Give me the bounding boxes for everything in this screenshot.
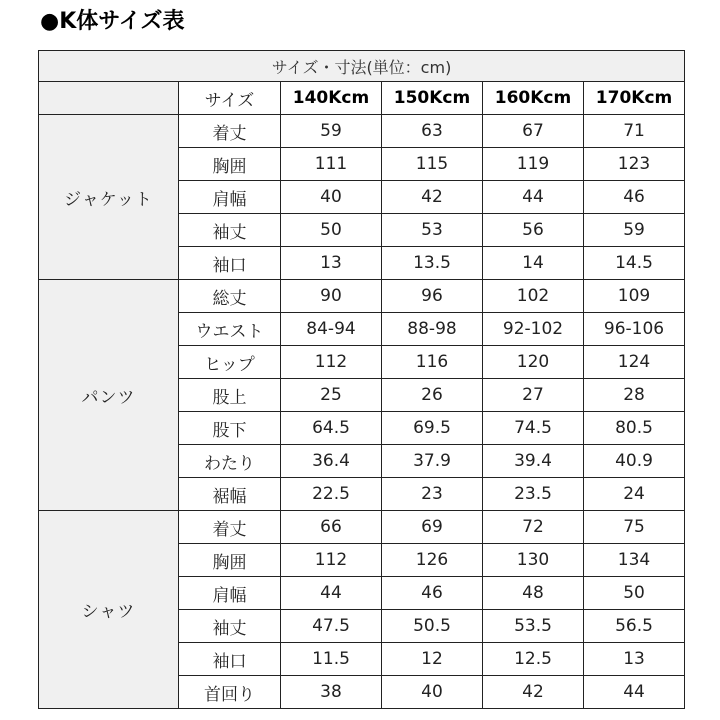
value-cell: 72 — [483, 511, 584, 544]
value-cell: 130 — [483, 544, 584, 577]
measurement-label: 裾幅 — [179, 478, 281, 511]
value-cell: 28 — [584, 379, 685, 412]
value-cell: 84-94 — [281, 313, 382, 346]
value-cell: 50 — [281, 214, 382, 247]
value-cell: 40 — [382, 676, 483, 709]
measurement-label: 股上 — [179, 379, 281, 412]
measurement-label: 袖丈 — [179, 610, 281, 643]
value-cell: 36.4 — [281, 445, 382, 478]
value-cell: 71 — [584, 115, 685, 148]
value-cell: 115 — [382, 148, 483, 181]
value-cell: 112 — [281, 346, 382, 379]
value-cell: 44 — [281, 577, 382, 610]
caption-row — [39, 51, 685, 82]
value-cell: 109 — [584, 280, 685, 313]
value-cell: 59 — [281, 115, 382, 148]
measurement-label: ヒップ — [179, 346, 281, 379]
value-cell: 22.5 — [281, 478, 382, 511]
value-cell: 67 — [483, 115, 584, 148]
measurement-label: 着丈 — [179, 511, 281, 544]
value-cell: 92-102 — [483, 313, 584, 346]
value-cell: 12.5 — [483, 643, 584, 676]
measurement-label: 袖丈 — [179, 214, 281, 247]
measurement-label: 首回り — [179, 676, 281, 709]
value-cell: 96 — [382, 280, 483, 313]
measurement-label: 胸囲 — [179, 148, 281, 181]
value-cell: 74.5 — [483, 412, 584, 445]
measurement-label: わたり — [179, 445, 281, 478]
size-label: サイズ — [179, 82, 281, 115]
value-cell: 80.5 — [584, 412, 685, 445]
value-cell: 50.5 — [382, 610, 483, 643]
value-cell: 44 — [584, 676, 685, 709]
value-cell: 63 — [382, 115, 483, 148]
value-cell: 42 — [382, 181, 483, 214]
value-cell: 46 — [382, 577, 483, 610]
size-header-140: 140Kcm — [281, 82, 382, 115]
value-cell: 126 — [382, 544, 483, 577]
category-cell: パンツ — [39, 280, 179, 511]
page-title: ●K体サイズ表 — [40, 9, 185, 34]
size-header-160: 160Kcm — [483, 82, 584, 115]
value-cell: 48 — [483, 577, 584, 610]
value-cell: 37.9 — [382, 445, 483, 478]
size-table — [38, 50, 685, 709]
value-cell: 119 — [483, 148, 584, 181]
value-cell: 66 — [281, 511, 382, 544]
measurement-label: 肩幅 — [179, 181, 281, 214]
value-cell: 116 — [382, 346, 483, 379]
measurement-label: 胸囲 — [179, 544, 281, 577]
value-cell: 11.5 — [281, 643, 382, 676]
header-row — [39, 82, 685, 115]
measurement-label: 袖口 — [179, 643, 281, 676]
value-cell: 46 — [584, 181, 685, 214]
value-cell: 23 — [382, 478, 483, 511]
value-cell: 44 — [483, 181, 584, 214]
value-cell: 40 — [281, 181, 382, 214]
value-cell: 25 — [281, 379, 382, 412]
value-cell: 88-98 — [382, 313, 483, 346]
value-cell: 123 — [584, 148, 685, 181]
value-cell: 96-106 — [584, 313, 685, 346]
value-cell: 39.4 — [483, 445, 584, 478]
table-row — [39, 280, 685, 313]
value-cell: 13 — [584, 643, 685, 676]
value-cell: 53.5 — [483, 610, 584, 643]
table-row — [39, 511, 685, 544]
value-cell: 102 — [483, 280, 584, 313]
value-cell: 112 — [281, 544, 382, 577]
category-cell: シャツ — [39, 511, 179, 709]
value-cell: 38 — [281, 676, 382, 709]
value-cell: 47.5 — [281, 610, 382, 643]
measurement-label: 袖口 — [179, 247, 281, 280]
value-cell: 14.5 — [584, 247, 685, 280]
value-cell: 124 — [584, 346, 685, 379]
value-cell: 69.5 — [382, 412, 483, 445]
value-cell: 69 — [382, 511, 483, 544]
value-cell: 13 — [281, 247, 382, 280]
category-cell: ジャケット — [39, 115, 179, 280]
value-cell: 26 — [382, 379, 483, 412]
value-cell: 64.5 — [281, 412, 382, 445]
value-cell: 59 — [584, 214, 685, 247]
value-cell: 12 — [382, 643, 483, 676]
value-cell: 50 — [584, 577, 685, 610]
measurement-label: 総丈 — [179, 280, 281, 313]
value-cell: 27 — [483, 379, 584, 412]
value-cell: 134 — [584, 544, 685, 577]
size-header-170: 170Kcm — [584, 82, 685, 115]
measurement-label: 着丈 — [179, 115, 281, 148]
measurement-label: 股下 — [179, 412, 281, 445]
value-cell: 111 — [281, 148, 382, 181]
header-blank-cell — [39, 82, 179, 115]
table-caption: サイズ・寸法(単位：cm) — [39, 51, 685, 82]
value-cell: 56.5 — [584, 610, 685, 643]
value-cell: 14 — [483, 247, 584, 280]
value-cell: 23.5 — [483, 478, 584, 511]
measurement-label: 肩幅 — [179, 577, 281, 610]
value-cell: 53 — [382, 214, 483, 247]
value-cell: 56 — [483, 214, 584, 247]
value-cell: 75 — [584, 511, 685, 544]
value-cell: 13.5 — [382, 247, 483, 280]
value-cell: 90 — [281, 280, 382, 313]
value-cell: 42 — [483, 676, 584, 709]
value-cell: 40.9 — [584, 445, 685, 478]
size-header-150: 150Kcm — [382, 82, 483, 115]
table-row — [39, 115, 685, 148]
measurement-label: ウエスト — [179, 313, 281, 346]
value-cell: 24 — [584, 478, 685, 511]
value-cell: 120 — [483, 346, 584, 379]
